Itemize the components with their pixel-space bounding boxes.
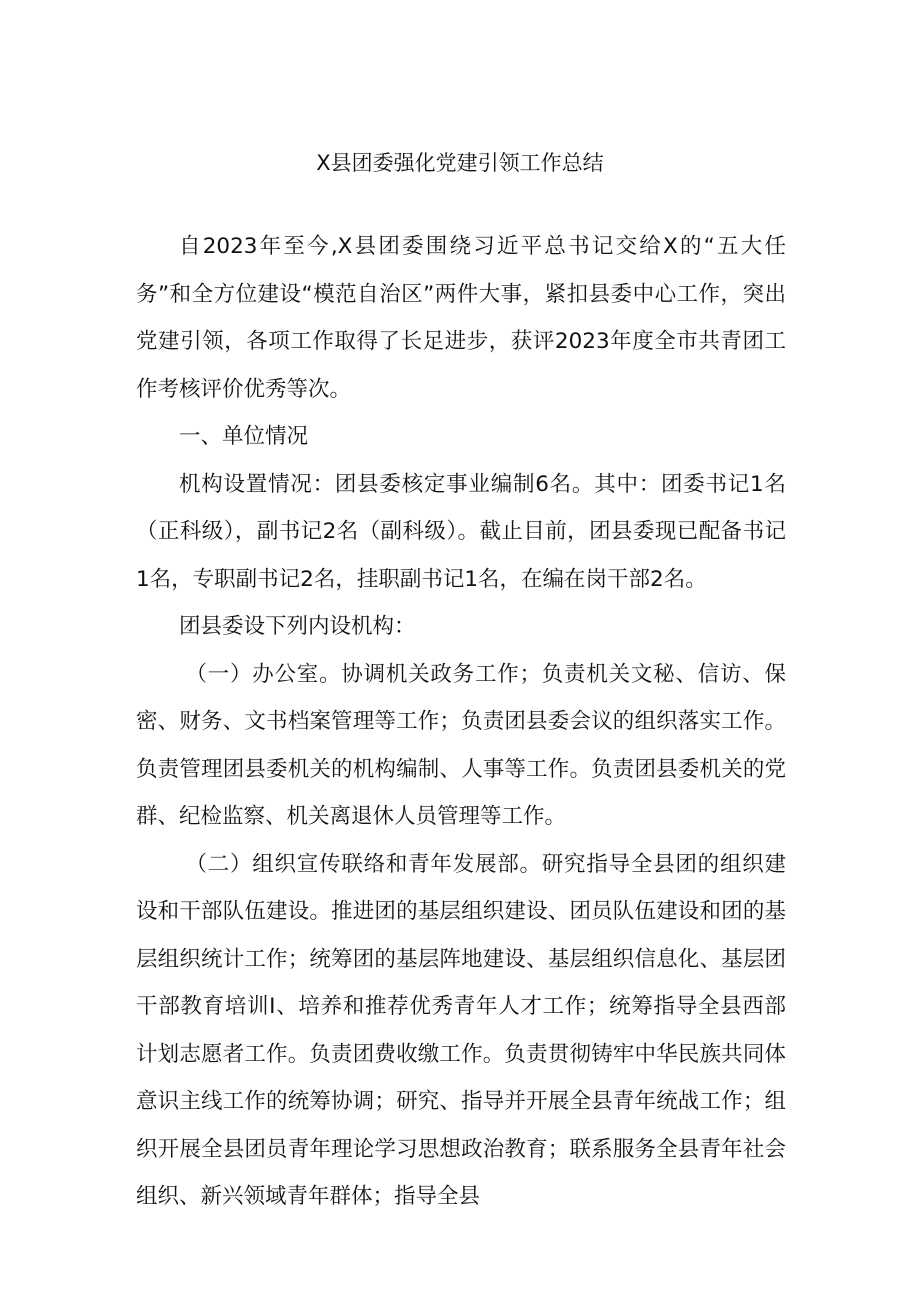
internal-bodies-intro-paragraph: 团县委设下列内设机构： [179, 614, 416, 639]
document-body [136, 223, 786, 1221]
document-title: X县团委强化党建引领工作总结 [316, 151, 604, 175]
office-paragraph: （一）办公室。协调机关政务工作；负责机关文秘、信访、保密、财务、文书档案管理等工作；负责团县委会议的组织落实工作。负责管理团县委机关的机构编制、人事等工作。负责团县委机关的党群、纪检监察、机关离退休人员管理等工作。 [136, 661, 786, 829]
section-heading-unit-situation: 一、单位情况 [179, 424, 309, 449]
organization-publicity-department-paragraph: （二）组织宣传联络和青年发展部。研究指导全县团的组织建设和干部队伍建设。推进团的基层组织建设、团员队伍建设和团的基层组织统计工作；统筹团的基层阵地建设、基层组织信息化、基层团干部教育培训I、培养和推荐优秀青年人才工作；统筹指导全县西部计划志愿者工作。负责团费收缴工作。负责贯彻铸牢中华民族共同体意识主线工作的统筹协调；研究、指导并开展全县青年统战工作；组织开展全县团员青年理论学习思想政治教育；联系服务全县青年社会组织、新兴领域青年群体；指导全县 [136, 851, 786, 1209]
organization-setup-paragraph: 机构设置情况：团县委核定事业编制6名。其中：团委书记1名（正科级），副书记2名（副科级）。截止目前，团县委现已配备书记1名，专职副书记2名，挂职副书记1名，在编在岗干部2名。 [136, 471, 786, 592]
intro-paragraph: 自2023年至今,X县团委围绕习近平总书记交给X的“五大任务”和全方位建设“模范自治区”两件大事，紧扣县委中心工作，突出党建引领，各项工作取得了长足进步，获评2023年度全市共青团工作考核评价优秀等次。 [136, 234, 786, 402]
